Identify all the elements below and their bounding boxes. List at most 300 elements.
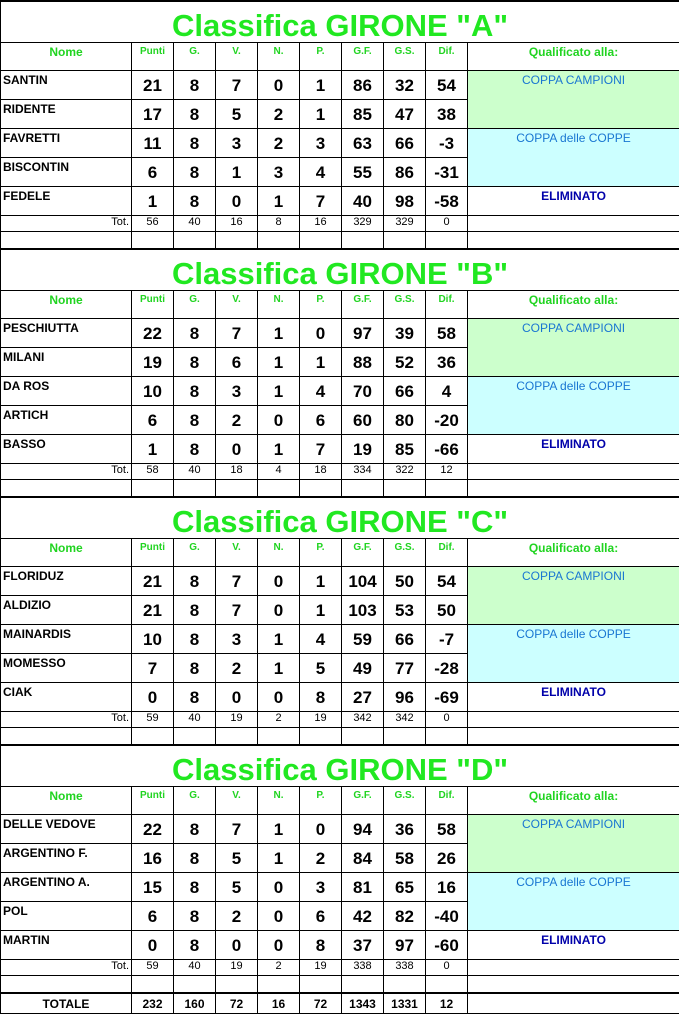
- col-header-name: Nome: [1, 42, 132, 70]
- total-n: 2: [258, 711, 300, 727]
- stat-dif: -7: [426, 624, 468, 653]
- stat-g: 8: [174, 595, 216, 624]
- stat-pts: 0: [132, 930, 174, 959]
- team-name: ARGENTINO A.: [1, 872, 132, 901]
- total-g: 40: [174, 463, 216, 479]
- stat-pts: 6: [132, 405, 174, 434]
- stat-gf: 103: [342, 595, 384, 624]
- stat-n: 3: [258, 157, 300, 186]
- total-g: 40: [174, 215, 216, 231]
- stat-n: 1: [258, 624, 300, 653]
- grand-total-gf: 1343: [342, 993, 384, 1013]
- stat-v: 5: [216, 843, 258, 872]
- col-header-losses: P.: [300, 290, 342, 318]
- stat-v: 7: [216, 318, 258, 347]
- stat-dif: 58: [426, 318, 468, 347]
- team-row: [1, 434, 679, 463]
- stat-gs: 66: [384, 128, 426, 157]
- stat-gs: 82: [384, 901, 426, 930]
- qualification-cell: ELIMINATO: [468, 186, 679, 215]
- group-b-header-row: [1, 290, 679, 318]
- stat-dif: -28: [426, 653, 468, 682]
- stat-p: 7: [300, 434, 342, 463]
- col-header-points: Punti: [132, 290, 174, 318]
- team-row: [1, 376, 679, 405]
- team-row: [1, 624, 679, 653]
- stat-p: 8: [300, 682, 342, 711]
- total-n: 8: [258, 215, 300, 231]
- total-gs: 342: [384, 711, 426, 727]
- stat-p: 1: [300, 347, 342, 376]
- spacer-cell: [468, 727, 679, 745]
- team-row: [1, 566, 679, 595]
- stat-dif: -58: [426, 186, 468, 215]
- stat-p: 1: [300, 566, 342, 595]
- spacer-cell: [174, 727, 216, 745]
- qualification-cell: ELIMINATO: [468, 682, 679, 711]
- stat-g: 8: [174, 70, 216, 99]
- team-row: [1, 347, 679, 376]
- spacer-cell: [468, 479, 679, 497]
- col-header-goals_against: G.S.: [384, 290, 426, 318]
- total-gf: 338: [342, 959, 384, 975]
- spacer-cell: [174, 479, 216, 497]
- col-header-goals_against: G.S.: [384, 42, 426, 70]
- stat-dif: -66: [426, 434, 468, 463]
- col-header-diff: Dif.: [426, 42, 468, 70]
- team-row: [1, 843, 679, 872]
- stat-g: 8: [174, 434, 216, 463]
- stat-dif: -3: [426, 128, 468, 157]
- stat-dif: -20: [426, 405, 468, 434]
- stat-g: 8: [174, 624, 216, 653]
- stat-gs: 66: [384, 376, 426, 405]
- stat-gs: 85: [384, 434, 426, 463]
- group-b-totals-row: [1, 463, 679, 479]
- stat-p: 7: [300, 186, 342, 215]
- stat-dif: 58: [426, 814, 468, 843]
- total-gf: 329: [342, 215, 384, 231]
- stat-gf: 60: [342, 405, 384, 434]
- spacer-cell: [216, 479, 258, 497]
- stat-dif: 36: [426, 347, 468, 376]
- stat-pts: 21: [132, 595, 174, 624]
- col-header-losses: P.: [300, 786, 342, 814]
- stat-v: 5: [216, 99, 258, 128]
- stat-v: 3: [216, 376, 258, 405]
- stat-gf: 88: [342, 347, 384, 376]
- stat-n: 0: [258, 405, 300, 434]
- stat-v: 0: [216, 930, 258, 959]
- stat-gs: 39: [384, 318, 426, 347]
- group-b-spacer-row: [1, 479, 679, 497]
- spacer-cell: [258, 479, 300, 497]
- spacer-cell: [426, 479, 468, 497]
- total-p: 19: [300, 711, 342, 727]
- col-header-qualified: Qualificato alla:: [468, 42, 679, 70]
- grand-total-g: 160: [174, 993, 216, 1013]
- stat-g: 8: [174, 566, 216, 595]
- col-header-goals_for: G.F.: [342, 786, 384, 814]
- group-c-totals-row: [1, 711, 679, 727]
- stat-pts: 19: [132, 347, 174, 376]
- qualification-cell: [468, 653, 679, 682]
- spacer-cell: [300, 975, 342, 993]
- qualification-cell: COPPA CAMPIONI: [468, 318, 679, 347]
- col-header-diff: Dif.: [426, 786, 468, 814]
- team-row: [1, 682, 679, 711]
- grand-total-n: 16: [258, 993, 300, 1013]
- col-header-points: Punti: [132, 538, 174, 566]
- spacer-cell: [342, 727, 384, 745]
- grand-total-v: 72: [216, 993, 258, 1013]
- spacer-cell: [384, 479, 426, 497]
- qualification-cell: [468, 405, 679, 434]
- stat-gf: 37: [342, 930, 384, 959]
- col-header-draws: N.: [258, 290, 300, 318]
- stat-n: 1: [258, 434, 300, 463]
- total-pts: 59: [132, 711, 174, 727]
- team-name: MAINARDIS: [1, 624, 132, 653]
- totals-label: Tot.: [1, 711, 132, 727]
- stat-g: 8: [174, 157, 216, 186]
- stat-pts: 15: [132, 872, 174, 901]
- stat-n: 1: [258, 376, 300, 405]
- col-header-points: Punti: [132, 42, 174, 70]
- total-pts: 58: [132, 463, 174, 479]
- stat-n: 2: [258, 99, 300, 128]
- totals-empty: [468, 215, 679, 231]
- totals-label: Tot.: [1, 463, 132, 479]
- totals-empty: [468, 711, 679, 727]
- standings-body: [1, 1, 679, 1013]
- stat-g: 8: [174, 814, 216, 843]
- total-g: 40: [174, 711, 216, 727]
- total-gs: 329: [384, 215, 426, 231]
- group-title: Classifica GIRONE "A": [1, 1, 679, 42]
- spacer-cell: [174, 975, 216, 993]
- team-row: [1, 318, 679, 347]
- team-row: [1, 653, 679, 682]
- team-name: ARTICH: [1, 405, 132, 434]
- total-gs: 338: [384, 959, 426, 975]
- total-p: 19: [300, 959, 342, 975]
- stat-p: 1: [300, 595, 342, 624]
- total-gs: 322: [384, 463, 426, 479]
- team-name: ALDIZIO: [1, 595, 132, 624]
- grand-total-label: TOTALE: [1, 993, 132, 1013]
- stat-dif: 54: [426, 70, 468, 99]
- spacer-cell: [258, 727, 300, 745]
- spacer-cell: [132, 975, 174, 993]
- stat-v: 5: [216, 872, 258, 901]
- stat-gs: 65: [384, 872, 426, 901]
- stat-g: 8: [174, 930, 216, 959]
- col-header-draws: N.: [258, 538, 300, 566]
- team-name: POL: [1, 901, 132, 930]
- spacer-cell: [426, 727, 468, 745]
- col-header-goals_against: G.S.: [384, 786, 426, 814]
- stat-p: 1: [300, 99, 342, 128]
- stat-g: 8: [174, 347, 216, 376]
- total-v: 16: [216, 215, 258, 231]
- team-name: DELLE VEDOVE: [1, 814, 132, 843]
- qualification-cell: COPPA delle COPPE: [468, 624, 679, 653]
- team-name: MOMESSO: [1, 653, 132, 682]
- team-name: FEDELE: [1, 186, 132, 215]
- spacer-cell: [216, 727, 258, 745]
- team-name: ARGENTINO F.: [1, 843, 132, 872]
- stat-g: 8: [174, 186, 216, 215]
- qualification-cell: ELIMINATO: [468, 434, 679, 463]
- stat-v: 3: [216, 128, 258, 157]
- col-header-losses: P.: [300, 538, 342, 566]
- col-header-goals_against: G.S.: [384, 538, 426, 566]
- col-header-name: Nome: [1, 538, 132, 566]
- stat-g: 8: [174, 376, 216, 405]
- stat-pts: 0: [132, 682, 174, 711]
- qualification-cell: COPPA delle COPPE: [468, 128, 679, 157]
- stat-gs: 80: [384, 405, 426, 434]
- col-header-qualified: Qualificato alla:: [468, 538, 679, 566]
- group-d-title-row: [1, 745, 679, 786]
- stat-pts: 17: [132, 99, 174, 128]
- stat-v: 0: [216, 434, 258, 463]
- col-header-games: G.: [174, 538, 216, 566]
- stat-gf: 27: [342, 682, 384, 711]
- stat-g: 8: [174, 405, 216, 434]
- stat-pts: 11: [132, 128, 174, 157]
- col-header-goals_for: G.F.: [342, 538, 384, 566]
- team-name: FAVRETTI: [1, 128, 132, 157]
- stat-p: 4: [300, 157, 342, 186]
- col-header-draws: N.: [258, 786, 300, 814]
- stat-p: 0: [300, 814, 342, 843]
- stat-gf: 81: [342, 872, 384, 901]
- spacer-cell: [342, 975, 384, 993]
- stat-v: 6: [216, 347, 258, 376]
- spacer-cell: [384, 975, 426, 993]
- group-a-totals-row: [1, 215, 679, 231]
- col-header-diff: Dif.: [426, 538, 468, 566]
- spacer-cell: [426, 231, 468, 249]
- col-header-wins: V.: [216, 42, 258, 70]
- col-header-qualified: Qualificato alla:: [468, 290, 679, 318]
- spacer-cell: [300, 479, 342, 497]
- team-row: [1, 70, 679, 99]
- stat-gs: 53: [384, 595, 426, 624]
- stat-v: 0: [216, 186, 258, 215]
- stat-gs: 77: [384, 653, 426, 682]
- stat-gf: 40: [342, 186, 384, 215]
- group-a-title-row: [1, 1, 679, 42]
- col-header-name: Nome: [1, 786, 132, 814]
- stat-gf: 94: [342, 814, 384, 843]
- spacer-cell: [468, 231, 679, 249]
- stat-p: 4: [300, 624, 342, 653]
- stat-g: 8: [174, 128, 216, 157]
- stat-gs: 66: [384, 624, 426, 653]
- qualification-cell: ELIMINATO: [468, 930, 679, 959]
- total-n: 4: [258, 463, 300, 479]
- stat-v: 1: [216, 157, 258, 186]
- group-c-title-row: [1, 497, 679, 538]
- totals-label: Tot.: [1, 215, 132, 231]
- spacer-cell: [174, 231, 216, 249]
- group-c-spacer-row: [1, 727, 679, 745]
- stat-dif: 54: [426, 566, 468, 595]
- spacer-cell: [132, 727, 174, 745]
- stat-v: 2: [216, 901, 258, 930]
- spacer-cell: [342, 231, 384, 249]
- total-p: 18: [300, 463, 342, 479]
- col-header-goals_for: G.F.: [342, 290, 384, 318]
- stat-gf: 63: [342, 128, 384, 157]
- spacer-cell: [1, 727, 132, 745]
- grand-total-pts: 232: [132, 993, 174, 1013]
- stat-p: 3: [300, 128, 342, 157]
- stat-pts: 21: [132, 566, 174, 595]
- grand-total-p: 72: [300, 993, 342, 1013]
- stat-p: 2: [300, 843, 342, 872]
- stat-p: 6: [300, 901, 342, 930]
- spacer-cell: [468, 975, 679, 993]
- spacer-cell: [426, 975, 468, 993]
- qualification-cell: [468, 595, 679, 624]
- team-row: [1, 128, 679, 157]
- col-header-losses: P.: [300, 42, 342, 70]
- team-row: [1, 901, 679, 930]
- stat-dif: 50: [426, 595, 468, 624]
- stat-n: 0: [258, 872, 300, 901]
- stat-p: 0: [300, 318, 342, 347]
- totals-label: Tot.: [1, 959, 132, 975]
- stat-gs: 96: [384, 682, 426, 711]
- stat-v: 7: [216, 814, 258, 843]
- stat-n: 1: [258, 653, 300, 682]
- stat-n: 1: [258, 843, 300, 872]
- group-d-header-row: [1, 786, 679, 814]
- stat-gs: 98: [384, 186, 426, 215]
- team-row: [1, 99, 679, 128]
- group-b-title-row: [1, 249, 679, 290]
- stat-n: 0: [258, 930, 300, 959]
- qualification-cell: COPPA delle COPPE: [468, 376, 679, 405]
- col-header-points: Punti: [132, 786, 174, 814]
- stat-gs: 97: [384, 930, 426, 959]
- stat-pts: 6: [132, 901, 174, 930]
- totals-empty: [468, 959, 679, 975]
- group-a-header-row: [1, 42, 679, 70]
- stat-v: 3: [216, 624, 258, 653]
- qualification-cell: COPPA CAMPIONI: [468, 70, 679, 99]
- stat-p: 3: [300, 872, 342, 901]
- group-c-header-row: [1, 538, 679, 566]
- total-g: 40: [174, 959, 216, 975]
- spacer-cell: [384, 231, 426, 249]
- total-n: 2: [258, 959, 300, 975]
- stat-g: 8: [174, 99, 216, 128]
- stat-pts: 10: [132, 624, 174, 653]
- spacer-cell: [300, 231, 342, 249]
- stat-p: 1: [300, 70, 342, 99]
- stat-n: 1: [258, 186, 300, 215]
- spacer-cell: [300, 727, 342, 745]
- stat-g: 8: [174, 318, 216, 347]
- total-gf: 342: [342, 711, 384, 727]
- team-name: MILANI: [1, 347, 132, 376]
- total-dif: 12: [426, 463, 468, 479]
- stat-n: 0: [258, 70, 300, 99]
- col-header-games: G.: [174, 290, 216, 318]
- stat-pts: 1: [132, 186, 174, 215]
- total-dif: 0: [426, 215, 468, 231]
- col-header-wins: V.: [216, 290, 258, 318]
- stat-dif: 26: [426, 843, 468, 872]
- stat-g: 8: [174, 843, 216, 872]
- spacer-cell: [216, 975, 258, 993]
- stat-dif: -69: [426, 682, 468, 711]
- stat-gs: 52: [384, 347, 426, 376]
- team-row: [1, 405, 679, 434]
- group-d-spacer-row: [1, 975, 679, 993]
- spacer-cell: [1, 479, 132, 497]
- spacer-cell: [132, 231, 174, 249]
- qualification-cell: [468, 843, 679, 872]
- col-header-wins: V.: [216, 786, 258, 814]
- stat-gs: 58: [384, 843, 426, 872]
- team-name: RIDENTE: [1, 99, 132, 128]
- col-header-games: G.: [174, 42, 216, 70]
- group-d-totals-row: [1, 959, 679, 975]
- col-header-name: Nome: [1, 290, 132, 318]
- stat-gs: 86: [384, 157, 426, 186]
- stat-pts: 21: [132, 70, 174, 99]
- stat-gf: 49: [342, 653, 384, 682]
- stat-gf: 84: [342, 843, 384, 872]
- stat-pts: 10: [132, 376, 174, 405]
- qualification-cell: [468, 347, 679, 376]
- stat-n: 0: [258, 566, 300, 595]
- team-name: CIAK: [1, 682, 132, 711]
- qualification-cell: COPPA delle COPPE: [468, 872, 679, 901]
- qualification-cell: [468, 99, 679, 128]
- team-name: FLORIDUZ: [1, 566, 132, 595]
- stat-gf: 59: [342, 624, 384, 653]
- stat-gf: 42: [342, 901, 384, 930]
- stat-dif: 4: [426, 376, 468, 405]
- spacer-cell: [258, 975, 300, 993]
- stat-p: 5: [300, 653, 342, 682]
- col-header-wins: V.: [216, 538, 258, 566]
- grand-total-dif: 12: [426, 993, 468, 1013]
- stat-v: 0: [216, 682, 258, 711]
- stat-g: 8: [174, 682, 216, 711]
- spacer-cell: [1, 231, 132, 249]
- stat-n: 1: [258, 318, 300, 347]
- stat-gf: 104: [342, 566, 384, 595]
- spacer-cell: [258, 231, 300, 249]
- stat-gf: 85: [342, 99, 384, 128]
- stat-dif: 16: [426, 872, 468, 901]
- total-p: 16: [300, 215, 342, 231]
- stat-pts: 16: [132, 843, 174, 872]
- team-name: BASSO: [1, 434, 132, 463]
- stat-n: 2: [258, 128, 300, 157]
- team-row: [1, 930, 679, 959]
- total-pts: 59: [132, 959, 174, 975]
- team-name: BISCONTIN: [1, 157, 132, 186]
